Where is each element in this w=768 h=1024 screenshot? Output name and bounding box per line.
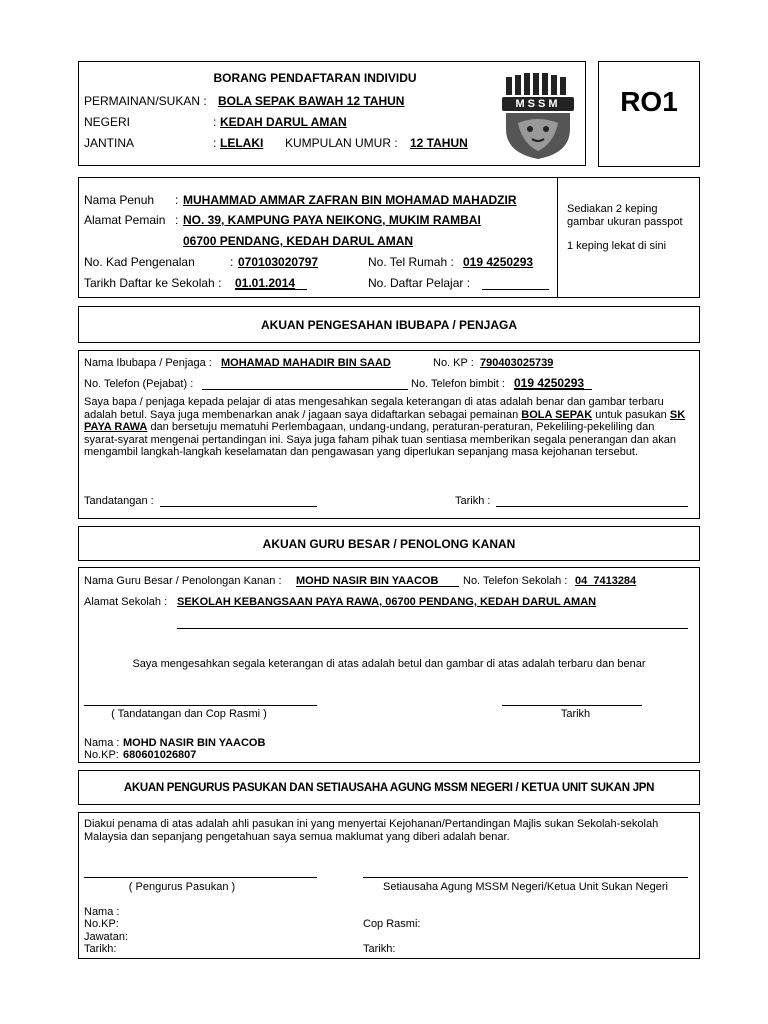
parent-declaration-school: SK PAYA RAWA	[84, 408, 686, 433]
ic-label: No. Kad Pengenalan	[84, 255, 195, 269]
mobile-underline	[514, 389, 592, 390]
headmaster-footer-kp-value: 680601026807	[123, 749, 197, 761]
school-tel-label: No. Telefon Sekolah :	[463, 575, 568, 587]
mssm-logo-text: MSSM	[515, 98, 561, 110]
gender-colon: :	[213, 136, 217, 150]
home-tel-label: No. Tel Rumah :	[368, 255, 454, 269]
school-tel-value: 04 7413284	[575, 575, 637, 587]
photo-note-2: gambar ukuran passpot	[567, 216, 683, 228]
age-group-value: 12 TAHUN	[410, 136, 468, 150]
ic-value: 070103020797	[238, 255, 319, 269]
parent-kp-value: 790403025739	[480, 357, 554, 369]
parent-declaration	[84, 396, 690, 459]
parent-name-label: Nama Ibubapa / Penjaga :	[84, 357, 212, 369]
state-colon: :	[213, 115, 217, 129]
mssm-logo-graphic	[500, 73, 576, 161]
manager-statement: Diakui penama di atas adalah ahli pasukan ini yang menyertai Kejohanan/Pertandingan Majlis sukan Sekolah-sekolah Malaysia dan sepanjang pengetahuan saya semua maklumat yang diberi adalah benar.	[84, 818, 659, 843]
school-date-underline	[235, 289, 307, 290]
manager-heading: AKUAN PENGURUS PASUKAN DAN SETIAUSAHA AGUNG MSSM NEGERI / KETUA UNIT SUKAN JPN	[123, 782, 655, 794]
secretary-date-label: Tarikh:	[363, 943, 396, 955]
headmaster-signature-field[interactable]	[84, 705, 317, 706]
school-address-label: Alamat Sekolah :	[84, 596, 168, 608]
home-tel-value: 019 4250293	[463, 255, 534, 269]
headmaster-footer-kp-label: No.KP:	[84, 749, 119, 761]
headmaster-heading: AKUAN GURU BESAR / PENOLONG KANAN	[262, 537, 516, 551]
headmaster-name-label: Nama Guru Besar / Penolongan Kanan :	[84, 575, 282, 587]
name-colon: :	[175, 193, 179, 207]
age-group-label: KUMPULAN UMUR :	[285, 136, 398, 150]
headmaster-statement: Saya mengesahkan segala keterangan di atas adalah betul dan gambar di atas adalah terbaru dan benar	[132, 658, 646, 670]
parent-name-value: MOHAMAD MAHADIR BIN SAAD	[221, 357, 391, 369]
office-tel-field[interactable]	[202, 389, 408, 390]
parent-kp-label: No. KP :	[433, 357, 474, 369]
photo-divider	[557, 177, 558, 298]
name-value: MUHAMMAD AMMAR ZAFRAN BIN MOHAMAD MAHADZIR	[183, 193, 517, 207]
manager-position-label: Jawatan:	[84, 931, 129, 943]
student-no-label: No. Daftar Pelajar :	[368, 276, 471, 290]
mobile-value: 019 4250293	[514, 376, 585, 390]
mssm-logo	[500, 73, 576, 161]
parent-date-label: Tarikh :	[455, 495, 491, 507]
headmaster-signature-caption: ( Tandatangan dan Cop Rasmi )	[111, 708, 267, 720]
secretary-signature-field[interactable]	[363, 877, 688, 878]
state-value: KEDAH DARUL AMAN	[220, 115, 347, 129]
headmaster-footer-name-value: MOHD NASIR BIN YAACOB	[123, 737, 266, 749]
state-label: NEGERI	[84, 115, 131, 129]
parent-declaration-part1: Saya bapa / penjaga kepada pelajar di atas mengesahkan segala keterangan di atas adalah benar dan gambar terbaru adalah betul. Saya juga membenarkan anak / jagaan saya didaftarkan sebagai pemainan	[84, 396, 664, 421]
manager-kp-label: No.KP:	[84, 918, 119, 930]
school-address-extra-line[interactable]	[177, 628, 688, 629]
stamp-label: Cop Rasmi:	[363, 918, 421, 930]
school-date-label: Tarikh Daftar ke Sekolah :	[84, 276, 222, 290]
name-label: Nama Penuh	[84, 193, 155, 207]
school-address-value: SEKOLAH KEBANGSAAN PAYA RAWA, 06700 PENDANG, KEDAH DARUL AMAN	[177, 596, 597, 608]
office-tel-label: No. Telefon (Pejabat) :	[84, 378, 194, 390]
mobile-label: No. Telefon bimbit :	[411, 378, 505, 390]
ic-colon: :	[230, 255, 234, 269]
parent-declaration-part2: untuk pasukan	[595, 408, 667, 421]
photo-note-1: Sediakan 2 keping	[567, 203, 658, 215]
headmaster-footer-name-label: Nama :	[84, 737, 120, 749]
gender-value: LELAKI	[220, 136, 264, 150]
secretary-caption: Setiausaha Agung MSSM Negeri/Ketua Unit Sukan Negeri	[383, 881, 668, 893]
headmaster-name-underline	[296, 586, 459, 587]
parent-declaration-part3: dan bersetuju mematuhi Perlembagaan, undang-undang, peraturan-peraturan, Pekeliling-pekeliling dan syarat-syarat mengenai pertandingan ini. Saya juga faham pihak tuan sentiasa memberikan segala penerangan dan akan mengambil langkah-langkah keselamatan dan pengawasan yang diperlukan sepanjang masa kejohanan tersebut.	[84, 421, 676, 458]
form-code: RO1	[620, 86, 678, 117]
headmaster-name-value: MOHD NASIR BIN YAACOB	[296, 575, 439, 587]
parent-signature-label: Tandatangan :	[84, 495, 154, 507]
manager-caption: ( Pengurus Pasukan )	[128, 881, 236, 893]
headmaster-date-caption: Tarikh	[560, 708, 591, 720]
sport-label: PERMAINAN/SUKAN :	[84, 94, 207, 108]
address-colon: :	[175, 213, 179, 227]
manager-signature-field[interactable]	[84, 877, 317, 878]
address-label: Alamat Pemain	[84, 213, 166, 227]
parent-heading: AKUAN PENGESAHAN IBUBAPA / PENJAGA	[260, 318, 518, 332]
address-line1: NO. 39, KAMPUNG PAYA NEIKONG, MUKIM RAMBAI	[183, 213, 481, 227]
gender-label: JANTINA	[84, 136, 135, 150]
parent-signature-field[interactable]	[160, 506, 317, 507]
headmaster-date-field[interactable]	[502, 705, 642, 706]
sport-value: BOLA SEPAK BAWAH 12 TAHUN	[218, 94, 405, 108]
manager-date-label: Tarikh:	[84, 943, 117, 955]
address-line2: 06700 PENDANG, KEDAH DARUL AMAN	[183, 234, 414, 248]
parent-date-field[interactable]	[496, 506, 688, 507]
student-no-field[interactable]	[482, 289, 549, 290]
photo-note-3: 1 keping lekat di sini	[567, 240, 667, 252]
parent-declaration-sport: BOLA SEPAK	[521, 408, 593, 421]
manager-name-label: Nama :	[84, 906, 120, 918]
school-date-value: 01.01.2014	[235, 276, 296, 290]
form-title: BORANG PENDAFTARAN INDIVIDU	[213, 71, 417, 85]
